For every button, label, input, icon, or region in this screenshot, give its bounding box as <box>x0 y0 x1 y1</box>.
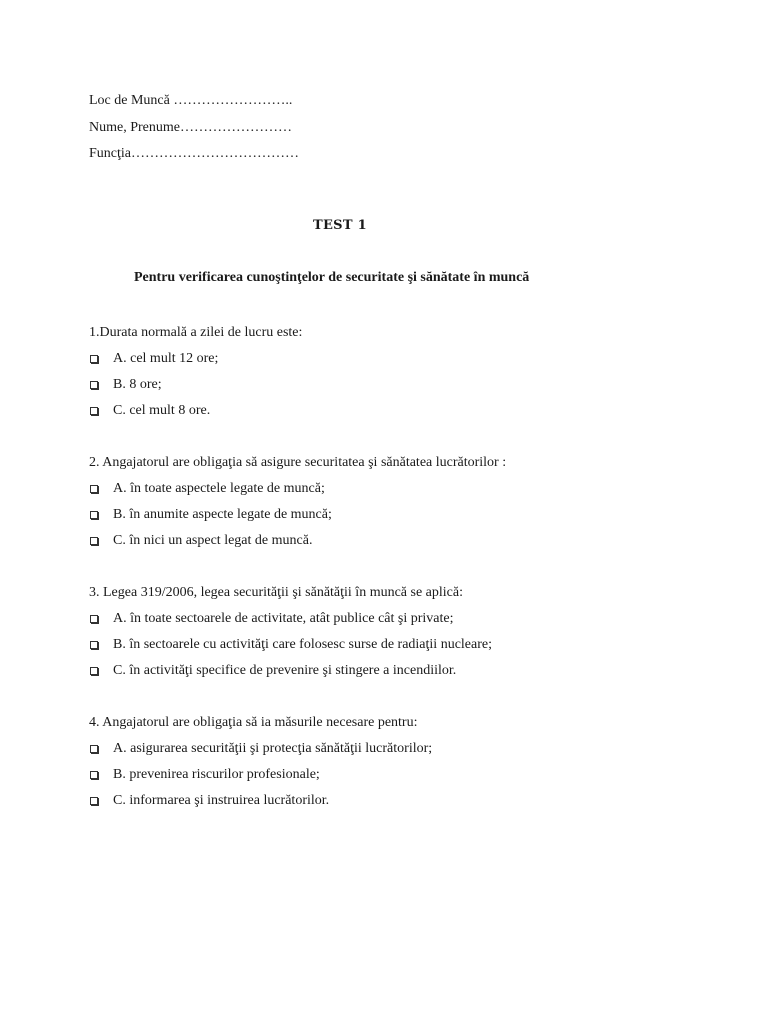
answer-option[interactable] <box>89 788 709 814</box>
answer-option[interactable] <box>89 346 709 372</box>
question-text: 4. Angajatorul are obligaţia să ia măsurile necesare pentru: <box>89 715 418 730</box>
checkbox-icon[interactable] <box>90 381 98 389</box>
question-list <box>89 320 709 840</box>
answer-option[interactable] <box>89 398 709 424</box>
option-label: B. 8 ore; <box>113 377 162 392</box>
answer-option[interactable] <box>89 606 709 632</box>
position-field: Funcţia……………………………… <box>89 146 299 161</box>
checkbox-icon[interactable] <box>90 771 98 779</box>
checkbox-icon[interactable] <box>90 745 98 753</box>
checkbox-icon[interactable] <box>90 355 98 363</box>
answer-option[interactable] <box>89 502 709 528</box>
option-label: C. cel mult 8 ore. <box>113 403 211 418</box>
checkbox-icon[interactable] <box>90 797 98 805</box>
checkbox-icon[interactable] <box>90 485 98 493</box>
question-4 <box>89 710 709 814</box>
test-title: TEST 1 <box>312 218 368 233</box>
checkbox-icon[interactable] <box>90 511 98 519</box>
checkbox-icon[interactable] <box>90 641 98 649</box>
answer-option[interactable] <box>89 736 709 762</box>
header-fields <box>89 88 299 168</box>
answer-option[interactable] <box>89 372 709 398</box>
checkbox-icon[interactable] <box>90 407 98 415</box>
name-field: Nume, Prenume…………………… <box>89 119 292 135</box>
option-label: A. în toate sectoarele de activitate, atât publice cât şi private; <box>113 611 454 626</box>
option-label: A. cel mult 12 ore; <box>113 351 219 366</box>
option-label: C. în nici un aspect legat de muncă. <box>113 533 313 548</box>
question-1 <box>89 320 709 424</box>
answer-option[interactable] <box>89 632 709 658</box>
question-2 <box>89 450 709 554</box>
workplace-field: Loc de Muncă …………………….. <box>89 93 293 108</box>
answer-option[interactable] <box>89 658 709 684</box>
option-label: B. în sectoarele cu activităţi care folosesc surse de radiaţii nucleare; <box>113 637 492 652</box>
question-text: 1.Durata normală a zilei de lucru este: <box>89 325 303 340</box>
option-label: B. prevenirea riscurilor profesionale; <box>113 767 320 782</box>
option-label: B. în anumite aspecte legate de muncă; <box>113 507 332 522</box>
test-subtitle: Pentru verificarea cunoştinţelor de securitate şi sănătate în muncă <box>134 270 530 285</box>
answer-option[interactable] <box>89 476 709 502</box>
question-text: 3. Legea 319/2006, legea securităţii şi sănătăţii în muncă se aplică: <box>89 585 463 600</box>
option-label: A. asigurarea securităţii şi protecţia sănătăţii lucrătorilor; <box>113 741 433 756</box>
question-text: 2. Angajatorul are obligaţia să asigure securitatea şi sănătatea lucrătorilor : <box>89 455 507 470</box>
answer-option[interactable] <box>89 762 709 788</box>
option-label: C. în activităţi specifice de prevenire şi stingere a incendiilor. <box>113 663 457 678</box>
checkbox-icon[interactable] <box>90 615 98 623</box>
checkbox-icon[interactable] <box>90 667 98 675</box>
checkbox-icon[interactable] <box>90 537 98 545</box>
option-label: A. în toate aspectele legate de muncă; <box>113 481 325 496</box>
option-label: C. informarea şi instruirea lucrătorilor. <box>113 793 330 808</box>
answer-option[interactable] <box>89 528 709 554</box>
question-3 <box>89 580 709 684</box>
